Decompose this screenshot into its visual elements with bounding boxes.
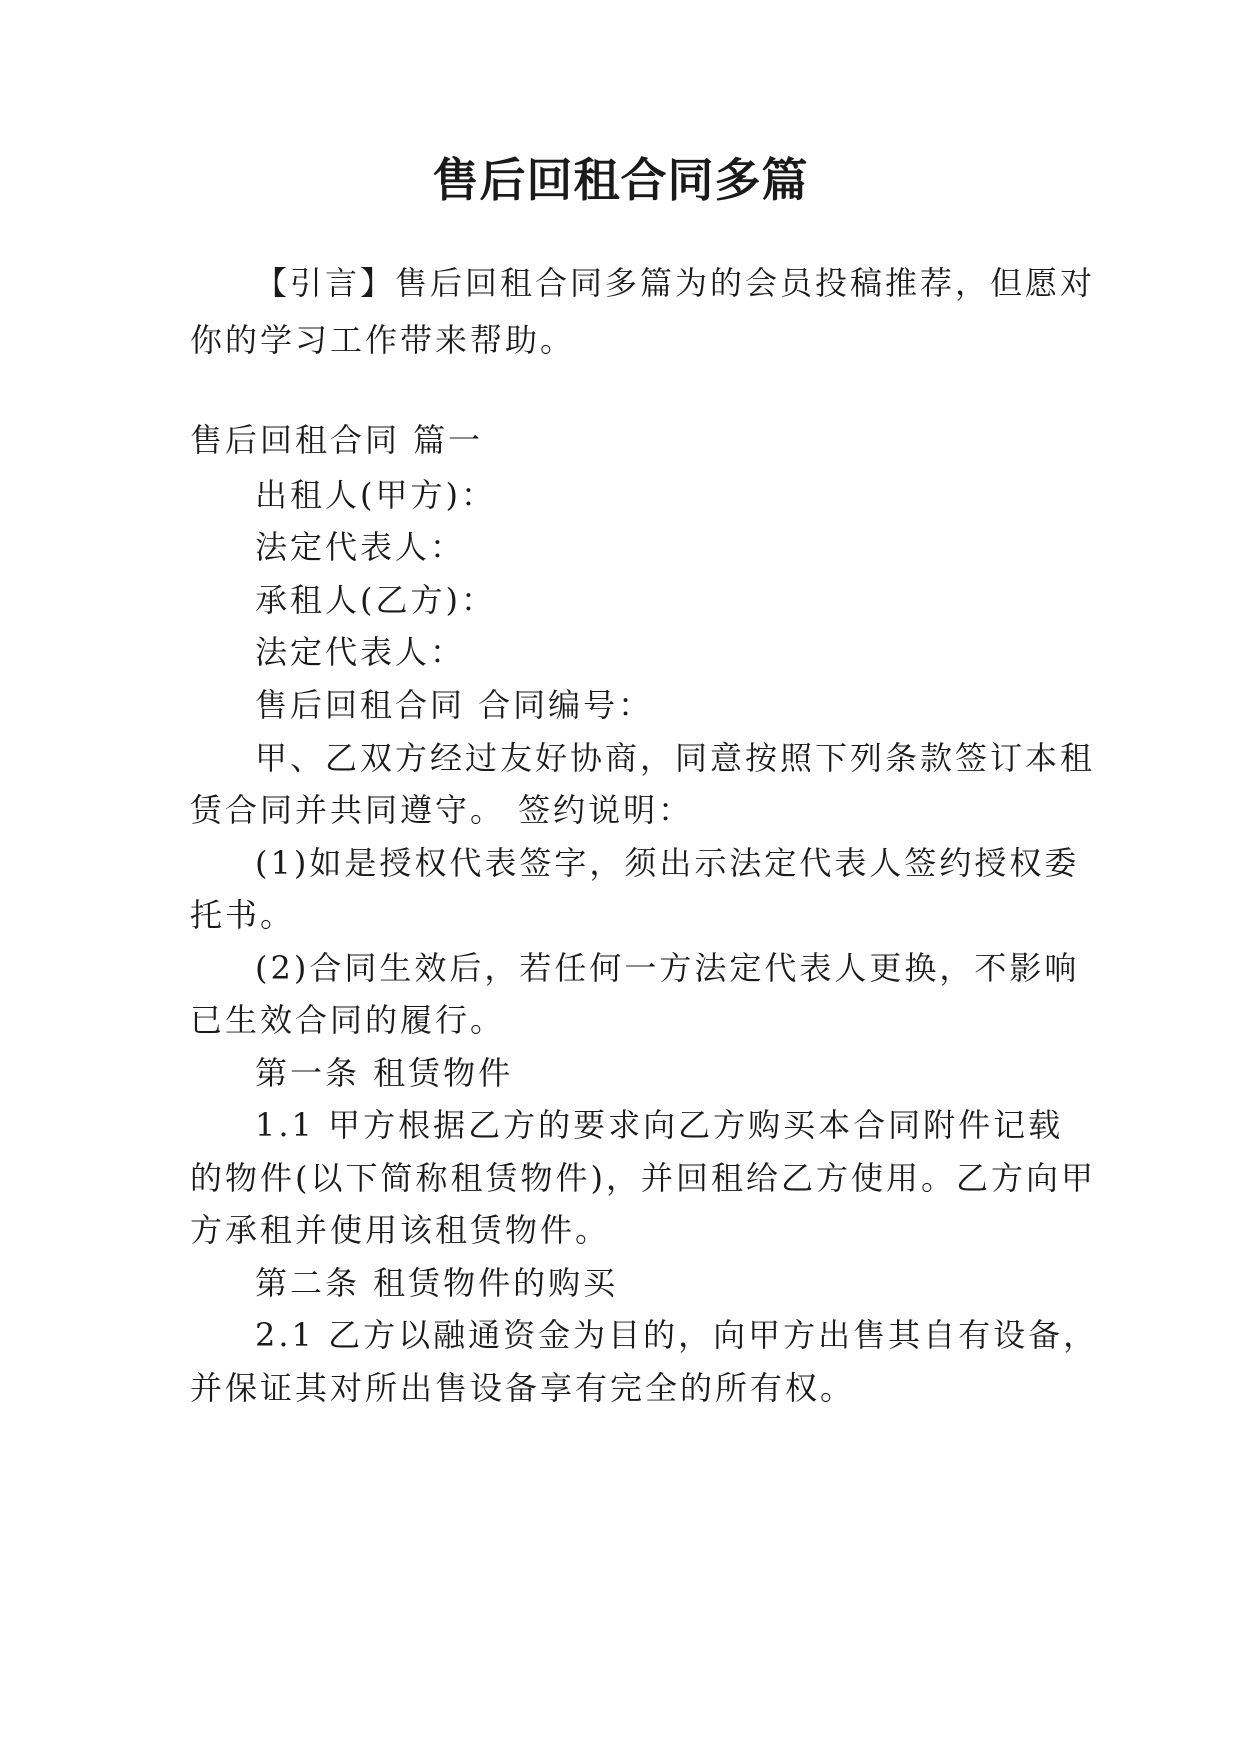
article-1-heading: 第一条 租赁物件 [255, 1054, 514, 1092]
clause-1-1-line-1: 1.1 甲方根据乙方的要求向乙方购买本合同附件记载 [255, 1106, 1064, 1144]
contract-number-line: 售后回租合同 合同编号： [255, 686, 654, 724]
lessee-rep-line: 法定代表人： [255, 633, 466, 671]
section-heading: 售后回租合同 篇一 [190, 421, 484, 459]
clause-2-1-line-1: 2.1 乙方以融通资金为目的，向甲方出售其自有设备， [255, 1316, 1099, 1354]
clause-2-1-line-2: 并保证其对所出售设备享有完全的所有权。 [190, 1369, 856, 1407]
clause-1-1-line-2: 的物件(以下简称租赁物件)，并回租给乙方使用。乙方向甲 [190, 1159, 1096, 1197]
agreement-line-2: 赁合同并共同遵守。 签约说明： [190, 791, 694, 829]
lessee-line: 承租人(乙方)： [255, 581, 496, 619]
article-2-heading: 第二条 租赁物件的购买 [255, 1264, 619, 1302]
lessor-rep-line: 法定代表人： [255, 528, 466, 566]
agreement-line-1: 甲、乙双方经过友好协商，同意按照下列条款签订本租 [255, 739, 1096, 777]
intro-line-2: 你的学习工作带来帮助。 [190, 321, 576, 359]
note-2-line-2: 已生效合同的履行。 [190, 1001, 506, 1039]
note-2-line-1: (2)合同生效后，若任何一方法定代表人更换，不影响 [255, 949, 1080, 987]
note-1-line-1: (1)如是授权代表签字，须出示法定代表人签约授权委 [255, 844, 1080, 882]
intro-line-1: 【引言】售后回租合同多篇为的会员投稿推荐，但愿对 [255, 264, 1096, 302]
note-1-line-2: 托书。 [190, 896, 296, 934]
document-title: 售后回租合同多篇 [432, 153, 809, 207]
lessor-line: 出租人(甲方)： [255, 476, 496, 514]
clause-1-1-line-3: 方承租并使用该租赁物件。 [190, 1211, 611, 1249]
